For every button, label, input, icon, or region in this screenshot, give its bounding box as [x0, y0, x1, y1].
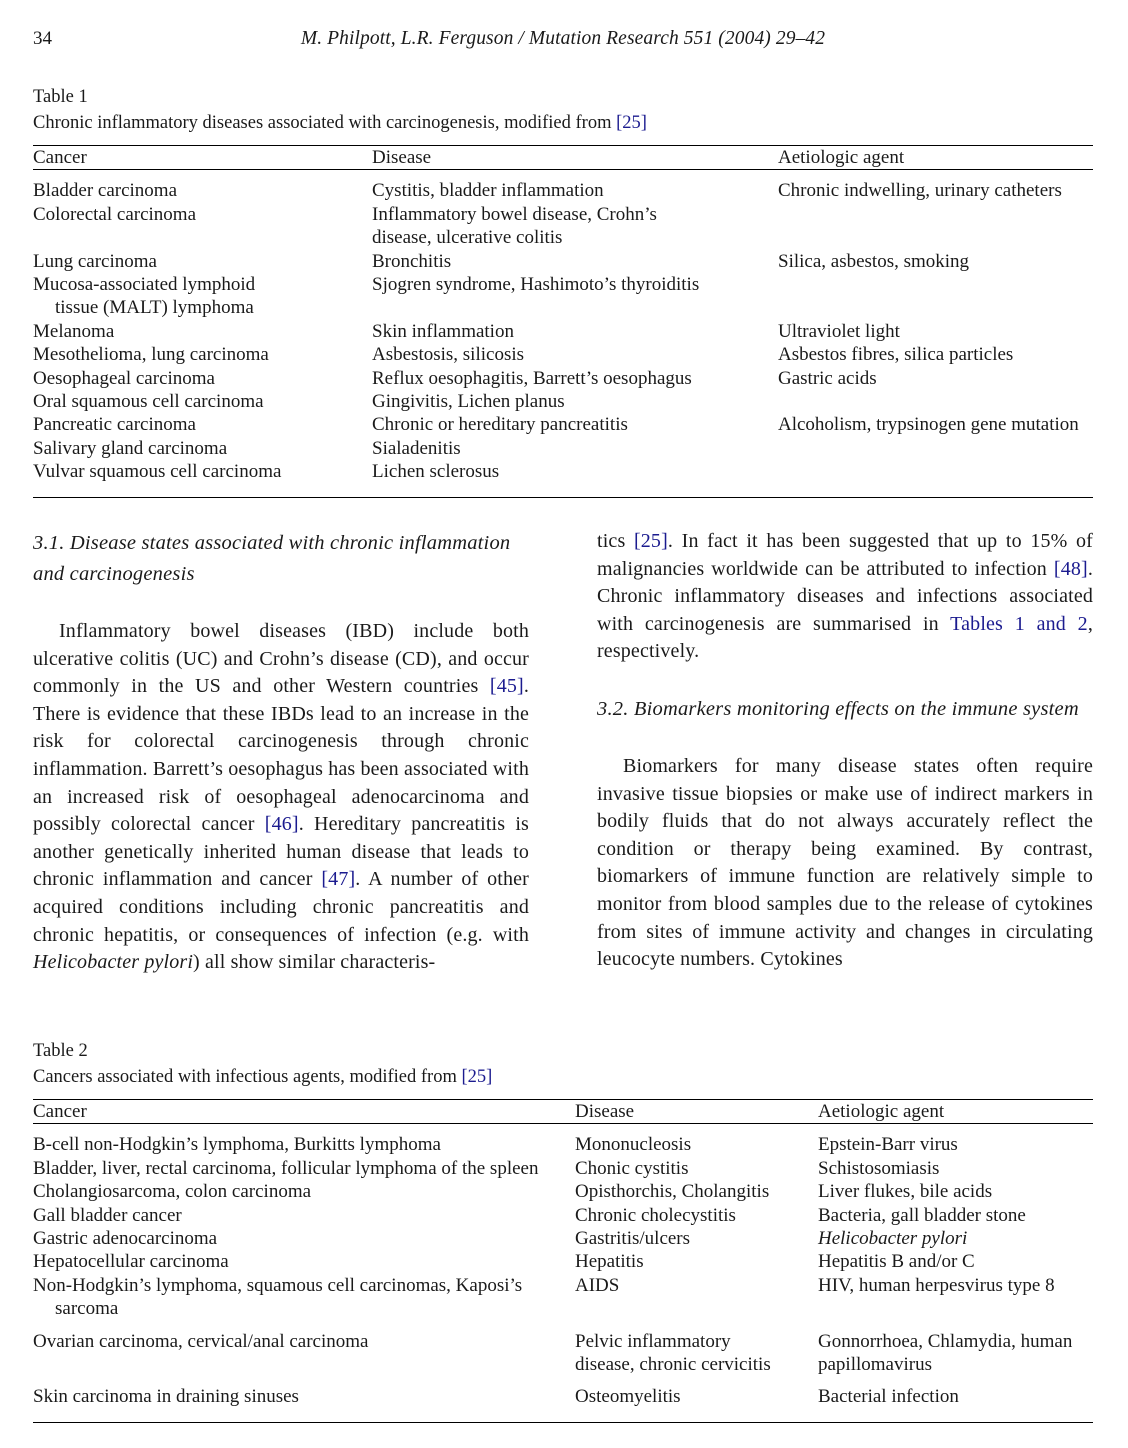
reference-link-47[interactable]: [47] [321, 868, 356, 891]
cell-disease [575, 1330, 818, 1377]
cell-agent: Hepatitis B and/or C [818, 1251, 975, 1273]
cell-agent [778, 460, 1093, 483]
cell-disease-line1: Pelvic inflammatory [575, 1330, 731, 1352]
species-name-italic: Helicobacter pylori [33, 951, 194, 974]
cell-cancer: Bladder carcinoma [33, 180, 178, 202]
table-2-header-row [33, 1100, 1093, 1123]
cell-cancer: Vulvar squamous cell carcinoma [33, 461, 282, 483]
cell-disease [372, 203, 778, 250]
table-1-block [33, 84, 1093, 498]
cell-disease-line2: disease, ulcerative colitis [372, 227, 563, 249]
cell-agent: Schistosomiasis [818, 1157, 940, 1179]
table-row [33, 1250, 1093, 1273]
para-text-2: . There is evidence that these IBDs lead to an increase in the risk for colorectal carcinogenesis through chronic inflammation. Barrett’s oesophagus has been associated with an increased risk of oesophageal adenocarcinoma and possibly colorectal cancer [33, 675, 529, 836]
table-row-spacer [33, 1376, 1093, 1385]
table-row [33, 1204, 1093, 1227]
para-text-1: Inflammatory bowel diseases (IBD) include both ulcerative colitis (UC) and Crohn’s disease (CD), and occur commonly in the US and other Western countries [33, 620, 529, 698]
cell-cancer: Salivary gland carcinoma [33, 437, 228, 459]
para-text-3: . Hereditary pancreatitis is another genetically inherited human disease that leads to chronic inflammation and cancer [33, 813, 529, 891]
cell-disease: Sjogren syndrome, Hashimoto’s thyroiditis [372, 274, 700, 296]
cell-agent [778, 390, 1093, 413]
cell-cancer: Pancreatic carcinoma [33, 414, 196, 436]
table-2-block [33, 1038, 1093, 1423]
cell-agent: Ultraviolet light [778, 320, 900, 342]
table-1-bottom-rule [33, 497, 1093, 498]
body-columns [33, 528, 1093, 1008]
cell-disease: Opisthorchis, Cholangitis [575, 1181, 770, 1203]
table-row [33, 250, 1093, 273]
table-row [33, 367, 1093, 390]
cell-agent: Alcoholism, trypsinogen gene mutation [778, 414, 1079, 436]
table-1-col-header-cancer: Cancer [33, 147, 87, 168]
cell-agent [778, 273, 1093, 320]
cell-cancer: Hepatocellular carcinoma [33, 1251, 229, 1273]
cell-cancer: Oral squamous cell carcinoma [33, 391, 264, 413]
reference-link-48[interactable]: [48] [1053, 557, 1088, 580]
para-text-3: . Chronic inflammatory diseases and infections associated with carcinogenesis are summarised in [597, 557, 1093, 635]
table-1 [33, 146, 1093, 169]
reference-link-45[interactable]: [45] [489, 675, 524, 698]
cell-agent-line1: Gonnorrhoea, Chlamydia, human [818, 1330, 1073, 1352]
table-row [33, 437, 1093, 460]
cell-disease: Asbestosis, silicosis [372, 344, 525, 366]
cell-cancer-line2: sarcoma [55, 1298, 119, 1320]
table-row [33, 1157, 1093, 1180]
cell-cancer: Skin carcinoma in draining sinuses [33, 1386, 299, 1408]
cell-cancer: Mesothelioma, lung carcinoma [33, 344, 269, 366]
table-row [33, 320, 1093, 343]
cell-cancer: B-cell non-Hodgkin’s lymphoma, Burkitts lymphoma [33, 1134, 441, 1156]
cell-agent: Bacteria, gall bladder stone [818, 1204, 1026, 1226]
cell-disease: Bronchitis [372, 250, 452, 272]
para-text-4: . A number of other acquired conditions including chronic pancreatitis and chronic hepatitis, or consequences of infection (e.g. with [33, 868, 529, 946]
body-column-right [597, 528, 1093, 974]
cell-cancer-line2: tissue (MALT) lymphoma [55, 297, 254, 319]
table-2-col-header-disease: Disease [575, 1101, 635, 1122]
table-2-caption [33, 1064, 1093, 1091]
table-1-label: Table 1 [33, 87, 88, 107]
cell-disease-line2: disease, chronic cervicitis [575, 1354, 771, 1376]
cell-disease: Gingivitis, Lichen planus [372, 391, 565, 413]
table-2-bottom-rule [33, 1422, 1093, 1423]
table-1-caption-text: Chronic inflammatory diseases associated with carcinogenesis, modified from [33, 113, 617, 133]
table-2-col-header-cancer: Cancer [33, 1101, 87, 1122]
cell-disease: AIDS [575, 1274, 620, 1296]
cell-disease: Chonic cystitis [575, 1157, 689, 1179]
table-2-body [33, 1133, 1093, 1408]
table-row [33, 273, 1093, 320]
cell-agent: Gastric acids [778, 367, 877, 389]
table-1-col-header-disease: Disease [372, 147, 432, 168]
cell-disease: Mononucleosis [575, 1134, 692, 1156]
cell-cancer: Cholangiosarcoma, colon carcinoma [33, 1181, 312, 1203]
cell-cancer: Ovarian carcinoma, cervical/anal carcinoma [33, 1330, 369, 1352]
table-row [33, 1133, 1093, 1156]
cell-agent: Chronic indwelling, urinary catheters [778, 180, 1062, 202]
running-head [33, 28, 1093, 52]
cell-agent: Bacterial infection [818, 1386, 959, 1408]
cell-agent-line2: papillomavirus [818, 1354, 932, 1376]
table-1-caption [33, 110, 1093, 137]
table-1-caption-reference-link[interactable]: [25] [616, 113, 647, 133]
cell-disease-line1: Inflammatory bowel disease, Crohn’s [372, 203, 657, 225]
cell-disease: Cystitis, bladder inflammation [372, 180, 604, 202]
running-head-citation: M. Philpott, L.R. Ferguson / Mutation Research 551 (2004) 29–42 [300, 28, 826, 49]
cell-disease: Gastritis/ulcers [575, 1228, 691, 1250]
reference-link-46[interactable]: [46] [264, 813, 299, 836]
table-2-col-header-agent: Aetiologic agent [818, 1101, 945, 1122]
cell-cancer [33, 1274, 575, 1321]
table-row [33, 413, 1093, 436]
table-1-body [33, 179, 1093, 483]
table-row [33, 203, 1093, 250]
cell-disease: Skin inflammation [372, 320, 514, 342]
para-text-2: . In fact it has been suggested that up to 15% of malignancies worldwide can be attributed to infection [597, 530, 1093, 580]
table-row [33, 1180, 1093, 1203]
para-text-1: tics [597, 530, 634, 552]
paragraph-3-2: Biomarkers for many disease states often require invasive tissue biopsies or make use of indirect markers in bodily fluids that do not always accurately reflect the condition or therapy being examined. By contrast, biomarkers of immune function are relatively simple to monitor from blood samples due to the release of cytokines from sites of immune activity and changes in circulating leucocyte numbers. Cytokines [597, 754, 1093, 971]
table-2 [33, 1100, 1093, 1123]
body-column-left [33, 528, 529, 977]
cell-agent [778, 437, 1093, 460]
cell-cancer: Melanoma [33, 320, 115, 342]
table-2-label: Table 2 [33, 1041, 88, 1061]
section-heading-3-2: 3.2. Biomarkers monitoring effects on the immune system [597, 697, 1079, 720]
table-row-spacer [33, 1321, 1093, 1330]
table-row [33, 1274, 1093, 1321]
table-2-caption-reference-link[interactable]: [25] [461, 1067, 493, 1087]
cell-agent: Silica, asbestos, smoking [778, 250, 970, 272]
table-row [33, 460, 1093, 483]
cell-agent [818, 1330, 1093, 1377]
table-1-col-header-agent: Aetiologic agent [778, 147, 905, 168]
cell-cancer: Bladder, liver, rectal carcinoma, follicular lymphoma of the spleen [33, 1157, 539, 1179]
cell-disease: Chronic or hereditary pancreatitis [372, 414, 628, 436]
page-number: 34 [33, 28, 52, 49]
cell-cancer: Oesophageal carcinoma [33, 367, 215, 389]
cell-cancer: Lung carcinoma [33, 250, 157, 272]
cell-cancer-line1: Mucosa-associated lymphoid [33, 274, 256, 296]
table-2-caption-text: Cancers associated with infectious agents, modified from [33, 1067, 462, 1087]
paragraph-continuation [597, 528, 1093, 666]
table-row [33, 1385, 1093, 1408]
cell-disease: Chronic cholecystitis [575, 1204, 736, 1226]
cell-disease: Lichen sclerosus [372, 461, 500, 483]
table-2-header-rule [33, 1123, 1093, 1124]
table-row [33, 1330, 1093, 1377]
table-row [33, 343, 1093, 366]
table-1-header-rule [33, 169, 1093, 170]
cell-agent: Liver flukes, bile acids [818, 1181, 993, 1203]
cell-agent: Asbestos fibres, silica particles [778, 344, 1014, 366]
cell-cancer [33, 273, 372, 320]
cell-agent [778, 203, 1093, 250]
cell-cancer-line1: Non-Hodgkin’s lymphoma, squamous cell carcinomas, Kaposi’s [33, 1274, 523, 1296]
para-text-5: ) all show similar characteris- [193, 951, 436, 974]
table-1-header-row [33, 146, 1093, 169]
cell-agent: HIV, human herpesvirus type 8 [818, 1274, 1055, 1296]
table-row [33, 1227, 1093, 1250]
table-row [33, 179, 1093, 202]
cell-cancer: Gastric adenocarcinoma [33, 1228, 218, 1250]
para-text-4: , respectively. [597, 612, 1093, 663]
table-row [33, 390, 1093, 413]
cell-disease: Reflux oesophagitis, Barrett’s oesophagus [372, 367, 692, 389]
cell-cancer: Gall bladder cancer [33, 1204, 182, 1226]
reference-link-25[interactable]: [25] [633, 530, 668, 552]
cell-agent: Helicobacter pylori [818, 1228, 968, 1250]
paragraph-3-1 [33, 618, 529, 977]
cell-disease: Sialadenitis [372, 437, 461, 459]
cell-disease: Hepatitis [575, 1251, 644, 1273]
cross-reference-tables[interactable]: Tables 1 and 2 [950, 612, 1088, 635]
cell-disease: Osteomyelitis [575, 1386, 681, 1408]
cell-agent: Epstein-Barr virus [818, 1134, 958, 1156]
section-heading-3-1: 3.1. Disease states associated with chronic inflammation and carcinogenesis [33, 532, 511, 585]
cell-cancer: Colorectal carcinoma [33, 203, 197, 225]
